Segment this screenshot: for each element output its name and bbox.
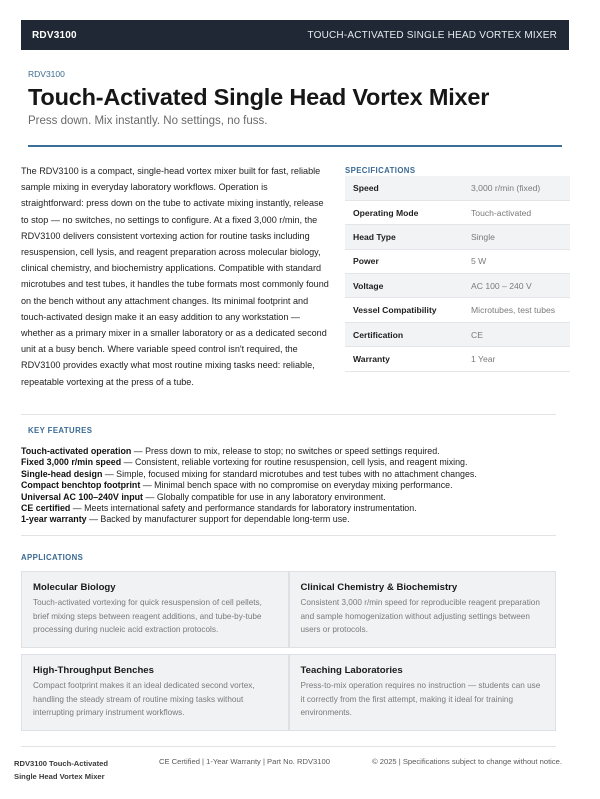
spec-value: Single (463, 225, 570, 249)
section-divider (21, 535, 556, 536)
spec-value: CE (463, 322, 570, 346)
feature-desc: — Consistent, reliable vortexing for routine resuspension, cell lysis, and reagent mixing. (121, 457, 468, 468)
application-title: High-Throughput Benches (33, 665, 154, 676)
spec-value: AC 100 – 240 V (463, 274, 570, 298)
feature-desc: — Globally compatible for use in any laboratory environment. (143, 491, 386, 502)
applications-grid (21, 571, 556, 731)
header-model: RDV3100 (32, 29, 77, 41)
application-title: Molecular Biology (33, 582, 116, 593)
spec-value: 1 Year (463, 347, 570, 371)
feature-item (21, 492, 566, 503)
footer-copyright: © 2025 | Specifications subject to change without notice. (372, 757, 562, 766)
spec-key: Warranty (345, 347, 463, 371)
footer-divider (21, 746, 556, 747)
feature-desc: — Simple, focused mixing for standard microtubes and test tubes with no attachment changes. (102, 468, 477, 479)
spec-value: Touch-activated (463, 200, 570, 224)
feature-term: 1-year warranty (21, 514, 87, 525)
footer-certifications: CE Certified | 1-Year Warranty | Part No. RDV3100 (159, 757, 330, 766)
application-card (21, 571, 289, 648)
intro-paragraph: The RDV3100 is a compact, single-head vortex mixer built for fast, reliable sample mixing in everyday laboratory workflows. Operation is straightforward: press down on the tube to activate mixing instantly, release to stop — no switches, no settings to configure. At a fixed 3,000 r/min, the RDV3100 delivers consistent vortexing action for routine tasks including resuspension, cell lysis, and reagent preparation across molecular biology, clinical chemistry, and biochemistry applications. Compatible with standard microtubes and test tubes, it handles the tube formats most commonly found on the bench without any attachment changes. Its minimal footprint and touch-activated design make it an easy addition to any workstation — whether as a primary mixer in a smaller laboratory or as a dedicated second unit at a busy bench. Where variable speed control isn't required, the RDV3100 provides exactly what most routine mixing tasks need: reliable, repeatable vortexing at the press of a tube. (21, 166, 329, 387)
spec-key: Voltage (345, 274, 463, 298)
spec-key: Speed (345, 176, 463, 200)
spec-row (345, 347, 570, 371)
spec-value: 5 W (463, 249, 570, 273)
spec-row (345, 176, 570, 200)
specs-table (345, 176, 570, 372)
application-title: Teaching Laboratories (300, 665, 403, 676)
spec-key: Certification (345, 322, 463, 346)
header-bar (21, 20, 569, 50)
specs-heading: SPECIFICATIONS (345, 166, 416, 175)
application-body: Press-to-mix operation requires no instruction — students can use it correctly from the first attempt, making it ideal for training environments. (300, 681, 541, 717)
feature-term: Single-head design (21, 468, 103, 479)
application-card (289, 654, 557, 731)
application-body: Touch-activated vortexing for quick resuspension of cell pellets, brief mixing steps between reagent additions, and tube-by-tube processing during nucleic acid extraction protocols. (33, 598, 262, 634)
feature-item (21, 480, 566, 491)
feature-item (21, 469, 566, 480)
feature-item (21, 503, 566, 514)
application-card (21, 654, 289, 731)
application-body: Compact footprint makes it an ideal dedicated second vortex, handling the steady stream of routine mixing tasks without interrupting primary instrument workflows. (33, 681, 255, 717)
spec-row (345, 200, 570, 224)
feature-item (21, 446, 566, 457)
page-title: Touch-Activated Single Head Vortex Mixer (28, 84, 490, 110)
features-heading: KEY FEATURES (28, 426, 93, 435)
applications-heading: APPLICATIONS (21, 553, 84, 562)
spec-row (345, 274, 570, 298)
spec-row (345, 322, 570, 346)
spec-row (345, 225, 570, 249)
feature-term: Fixed 3,000 r/min speed (21, 457, 122, 468)
application-title: Clinical Chemistry & Biochemistry (300, 582, 458, 593)
feature-desc: — Backed by manufacturer support for dependable long-term use. (86, 514, 350, 525)
spec-key: Operating Mode (345, 200, 463, 224)
application-body: Consistent 3,000 r/min speed for reproducible reagent preparation and sample homogenization without adjusting settings between users or protocols. (300, 598, 540, 634)
spec-key: Power (345, 249, 463, 273)
feature-item (21, 457, 566, 468)
feature-item (21, 514, 566, 525)
footer-product: RDV3100 Touch-Activated Single Head Vortex Mixer (14, 759, 108, 781)
application-card (289, 571, 557, 648)
spec-key: Head Type (345, 225, 463, 249)
spec-row (345, 249, 570, 273)
spec-value: 3,000 r/min (fixed) (463, 176, 570, 200)
feature-term: Touch-activated operation (21, 446, 132, 456)
spec-row (345, 298, 570, 322)
hero-eyebrow: RDV3100 (28, 69, 65, 79)
section-divider (21, 414, 556, 415)
page-subtitle: Press down. Mix instantly. No settings, no fuss. (28, 115, 268, 127)
feature-term: CE certified (21, 503, 71, 514)
title-divider (28, 145, 562, 147)
header-tagline: TOUCH-ACTIVATED SINGLE HEAD VORTEX MIXER (307, 29, 557, 41)
spec-value: Microtubes, test tubes (463, 298, 570, 322)
feature-desc: — Meets international safety and performance standards for laboratory instrumentation. (70, 503, 417, 514)
feature-term: Compact benchtop footprint (21, 480, 141, 491)
features-list (21, 446, 566, 526)
feature-desc: — Minimal bench space with no compromise on everyday mixing performance. (140, 480, 453, 491)
feature-desc: — Press down to mix, release to stop; no switches or speed settings required. (131, 446, 440, 456)
spec-key: Vessel Compatibility (345, 298, 463, 322)
feature-term: Universal AC 100–240V input (21, 491, 144, 502)
